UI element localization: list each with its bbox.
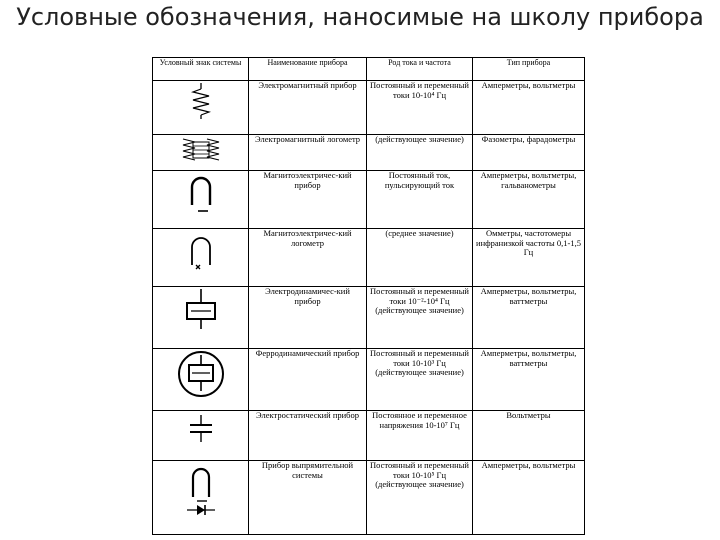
type-cell	[473, 349, 585, 411]
current-type: Постоянный и переменный токи 10-10⁴ Гц	[370, 80, 469, 100]
symbol-cell	[153, 81, 249, 135]
magnetoelectric-logometer-symbol-icon	[186, 229, 216, 271]
table-row	[153, 171, 585, 229]
table-row	[153, 81, 585, 135]
device-name: Электромагнитный логометр	[254, 134, 361, 144]
current-cell	[367, 135, 473, 171]
device-type: Амперметры, вольтметры	[481, 460, 576, 470]
current-cell	[367, 81, 473, 135]
device-name: Ферродинамический прибор	[255, 348, 360, 358]
table-row	[153, 135, 585, 171]
type-cell	[473, 461, 585, 535]
current-type: Постоянный и переменный токи 10-10³ Гц (действующее значение)	[370, 348, 469, 377]
device-name: Электродинамичес-кий прибор	[265, 286, 350, 306]
table-row	[153, 461, 585, 535]
current-cell	[367, 229, 473, 287]
name-cell	[249, 229, 367, 287]
type-cell	[473, 135, 585, 171]
type-cell	[473, 81, 585, 135]
magnetoelectric-device-symbol-icon	[186, 171, 216, 213]
symbol-cell	[153, 229, 249, 287]
electrostatic-device-symbol-icon	[186, 411, 216, 447]
type-cell	[473, 287, 585, 349]
name-cell	[249, 135, 367, 171]
symbol-cell	[153, 461, 249, 535]
current-type: Постоянный и переменный токи 10-10⁵ Гц (действующее значение)	[370, 460, 469, 489]
current-type: Постоянный и переменный токи 10⁻²-10⁴ Гц (действующее значение)	[370, 286, 469, 315]
header-current: Род тока и частота	[367, 58, 473, 81]
current-type: Постоянный ток, пульсирующий ток	[384, 170, 455, 190]
rectifier-device-symbol-icon	[181, 461, 221, 517]
type-cell	[473, 171, 585, 229]
device-type: Омметры, частотомеры инфранизкой частоты 0,1-1,5 Гц	[476, 228, 581, 257]
symbols-table-container	[152, 57, 584, 533]
device-name: Магнитоэлектричес-кий прибор	[263, 170, 352, 190]
device-name: Электростатический прибор	[255, 410, 360, 420]
current-cell	[367, 411, 473, 461]
page-title: Условные обозначения, наносимые на школу прибора	[16, 3, 704, 31]
symbol-cell	[153, 135, 249, 171]
name-cell	[249, 411, 367, 461]
device-type: Амперметры, вольтметры	[481, 80, 576, 90]
device-name: Магнитоэлектричес-кий логометр	[263, 228, 352, 248]
device-type: Фазометры, фарадометры	[481, 134, 576, 144]
symbol-cell	[153, 287, 249, 349]
current-cell	[367, 349, 473, 411]
table-row	[153, 229, 585, 287]
device-name: Прибор выпрямительной системы	[261, 460, 354, 480]
ferrodynamic-device-symbol-icon	[176, 349, 226, 399]
type-cell	[473, 229, 585, 287]
name-cell	[249, 287, 367, 349]
name-cell	[249, 461, 367, 535]
name-cell	[249, 171, 367, 229]
symbol-cell	[153, 349, 249, 411]
name-cell	[249, 349, 367, 411]
device-name: Электромагнитный прибор	[258, 80, 357, 90]
header-name: Наименование прибора	[249, 58, 367, 81]
table-header-row	[153, 58, 585, 81]
current-type: (среднее значение)	[385, 228, 454, 238]
current-cell	[367, 171, 473, 229]
electrodynamic-device-symbol-icon	[181, 287, 221, 331]
type-cell	[473, 411, 585, 461]
electromagnetic-device-symbol-icon	[186, 81, 216, 121]
symbol-cell	[153, 171, 249, 229]
table-row	[153, 411, 585, 461]
name-cell	[249, 81, 367, 135]
table-row	[153, 349, 585, 411]
table-row	[153, 287, 585, 349]
header-symbol: Условный знак системы	[153, 58, 249, 81]
current-type: (действующее значение)	[375, 134, 464, 144]
device-type: Амперметры, вольтметры, ваттметры	[480, 286, 577, 306]
header-type: Тип прибора	[473, 58, 585, 81]
current-cell	[367, 461, 473, 535]
device-type: Вольтметры	[506, 410, 551, 420]
device-type: Амперметры, вольтметры, гальванометры	[480, 170, 577, 190]
current-type: Постоянное и переменное напряжения 10-10⁷ Гц	[372, 410, 467, 430]
symbols-table	[152, 57, 585, 535]
electromagnetic-logometer-symbol-icon	[179, 135, 223, 165]
device-type: Амперметры, вольтметры, ваттметры	[480, 348, 577, 368]
symbol-cell	[153, 411, 249, 461]
current-cell	[367, 287, 473, 349]
